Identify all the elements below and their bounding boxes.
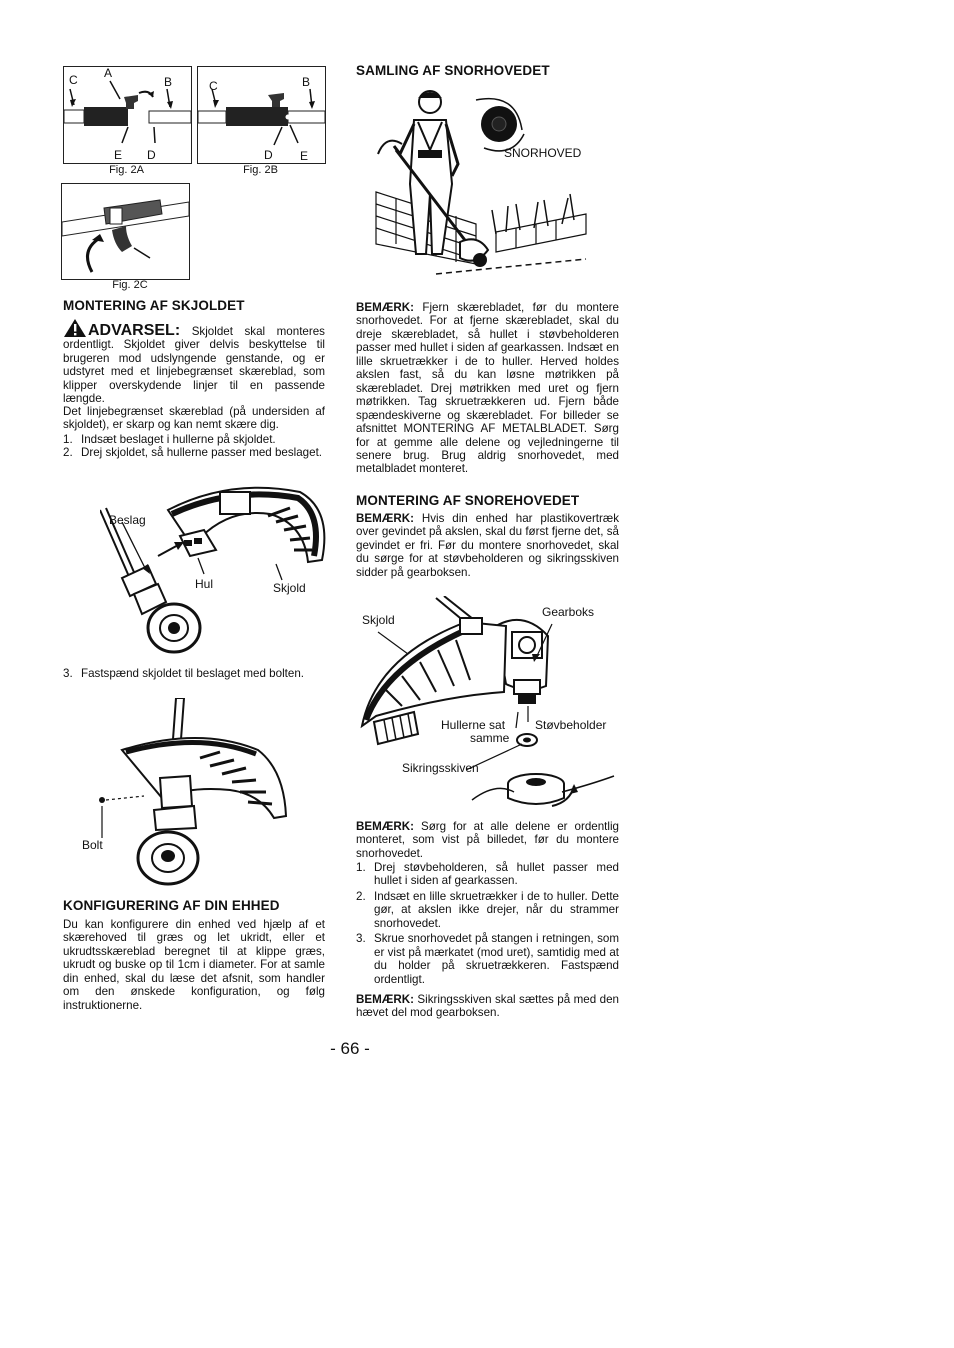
- assembly-label-sikringsskiven: Sikringsskiven: [402, 761, 479, 775]
- operator-figure: [356, 84, 621, 289]
- snorehovedet-note-label: BEMÆRK:: [356, 512, 414, 525]
- fig2c-caption: Fig. 2C: [112, 279, 148, 291]
- shield-step-2: 2. Drej skjoldet, så hullerne passer med beslaget.: [63, 446, 323, 460]
- samling-note-text: Fjern skærebladet, før du montere snorhovedet. For at fjerne skærebladet, skal du dreje skærebladet, så hullet i støvbeholderen passer med hullet i siden af gearkassen. Indsæt en lille skruetrækker i de to huller. Herved holdes akslen fast, så du kan løsne møtrikken på skærebladet. Drej møtrikken med uret og fjern møtrikken. Tag skruetrækkeren ud. Fjern både spændeskiverne og skærebladet. For billeder se afsnittet MONTERING AF METALBLADET. Sørg for at gemme alle delene og vejledningerne til senere brug. Brug aldrig snorhovedet, med metalbladet monteret.: [356, 301, 619, 476]
- fig2a-label-c: C: [69, 73, 78, 87]
- heading-montering-snorehovedet: MONTERING AF SNOREHOVEDET: [356, 493, 580, 508]
- figure-2c: [61, 183, 190, 280]
- fig2a-caption: Fig. 2A: [109, 164, 144, 176]
- shield-drawing: [100, 480, 335, 660]
- warning-text: Skjoldet skal monteres ordentligt. Skjoldet giver delvis beskyttelse til brugeren mod udslyngende genstande, og er udstyret med et linjebegrænset skæreblad, som klipper overskydende linjer til en passende længde.: [63, 325, 325, 406]
- samling-note: [356, 301, 619, 476]
- snorehovedet-note-3-text: Sikringsskiven skal sættes på med den hævet del mod gearboksen.: [356, 993, 619, 1020]
- samling-note-label: BEMÆRK:: [356, 301, 414, 314]
- shield-blade-warning: Det linjebegrænset skæreblad (på undersiden af skjoldet), er skarp og kan nemt skære dig.: [63, 405, 325, 432]
- warning-block: [63, 318, 325, 406]
- snorehovedet-note-2-text: Sørg for at alle delene er ordentlig monteret, som vist på billedet, før du montere snorhovedet.: [356, 820, 619, 860]
- operator-drawing: [356, 84, 621, 289]
- fig2a-label-b: B: [164, 75, 173, 89]
- heading-montering-skjoldet: MONTERING AF SKJOLDET: [63, 298, 245, 313]
- assembly-label-skjold: Skjold: [362, 613, 395, 627]
- shield-step-3-list: [63, 667, 325, 680]
- fig2b-label-b: B: [302, 75, 311, 89]
- snorehovedet-note-text: Hvis din enhed har plastikovertræk over gevindet på akslen, skal du først fjerne det, så gevindet er fri. Før du montere snorhovedet, skal du sørge for at støvbeholderen og sikringsskiven sidder på gearboksen.: [356, 512, 619, 579]
- bolt-figure: [80, 698, 300, 888]
- bolt-drawing: [80, 698, 300, 888]
- shield-step-3: 3. Fastspænd skjoldet til beslaget med bolten.: [63, 667, 304, 680]
- shield-label-skjold: Skjold: [273, 581, 306, 595]
- heading-samling: SAMLING AF SNORHOVEDET: [356, 63, 550, 78]
- snorehovedet-step-3: 3. Skrue snorhovedet på stangen i retningen, som er vist på mærkatet (mod uret), samtidig med at du holder på skruetrækkeren. Fastspænd ordentligt.: [356, 932, 619, 986]
- fig2b-label-e: E: [300, 149, 309, 163]
- snorehovedet-steps-list: [356, 861, 619, 986]
- shield-label-hul: Hul: [195, 577, 214, 591]
- fig2b-label-d: D: [264, 148, 273, 162]
- fig2b-caption: Fig. 2B: [243, 164, 278, 176]
- figure-2a: [63, 66, 192, 164]
- assembly-label-hullerne-2: samme: [470, 731, 510, 745]
- page-number: - 66 -: [330, 1039, 370, 1058]
- snorehovedet-note-2: [356, 820, 619, 860]
- snorehovedet-note-2-label: BEMÆRK:: [356, 820, 414, 833]
- snorehovedet-note: [356, 512, 619, 579]
- assembly-figure: [356, 596, 621, 814]
- fig2a-label-d: D: [147, 148, 156, 162]
- assembly-drawing: [356, 596, 621, 814]
- figure-2b: [197, 66, 326, 164]
- snorehovedet-note-3: [356, 993, 619, 1020]
- konfigurering-text: Du kan konfigurere din enhed ved hjælp af et skærehoved til græs og let ukridt, eller et ukrudtsskæreblad beregnet til at klippe græs, ukrudt og buske op til 1cm i diameter. For at samle din enhed, skal du læse det afsnit, som handler om den ønskede konfiguration, og følg instruktionerne.: [63, 918, 325, 1012]
- operator-label-snorhoved: SNORHOVED: [504, 146, 582, 160]
- fig2b-label-c: C: [209, 79, 218, 93]
- shield-label-beslag: Beslag: [109, 513, 146, 527]
- shield-steps-list: [63, 433, 325, 460]
- assembly-label-hullerne-1: Hullerne sat: [441, 718, 506, 732]
- heading-konfigurering: KONFIGURERING AF DIN EHHED: [63, 898, 280, 913]
- snorehovedet-step-2: 2. Indsæt en lille skruetrækker i de to huller. Dette gør, at akslen ikke drejer, når du strammer snorhovedet.: [356, 889, 619, 930]
- snorehovedet-note-3-label: BEMÆRK:: [356, 993, 414, 1006]
- warning-icon: [63, 318, 87, 338]
- assembly-label-stovbeholder: Støvbeholder: [535, 718, 607, 732]
- fig2a-label-e: E: [114, 148, 123, 162]
- shield-figure: [100, 480, 335, 660]
- snorehovedet-step-1: 1. Drej støvbeholderen, så hullet passer med hullet i siden af gearkassen.: [356, 861, 619, 888]
- bolt-label: Bolt: [82, 838, 103, 852]
- fig2a-label-a: A: [104, 66, 113, 80]
- warning-label: ADVARSEL:: [88, 322, 181, 339]
- assembly-label-gearboks: Gearboks: [542, 605, 595, 619]
- shield-step-1: 1. Indsæt beslaget i hullerne på skjoldet.: [63, 433, 276, 446]
- figure-2c-drawing: [62, 184, 189, 279]
